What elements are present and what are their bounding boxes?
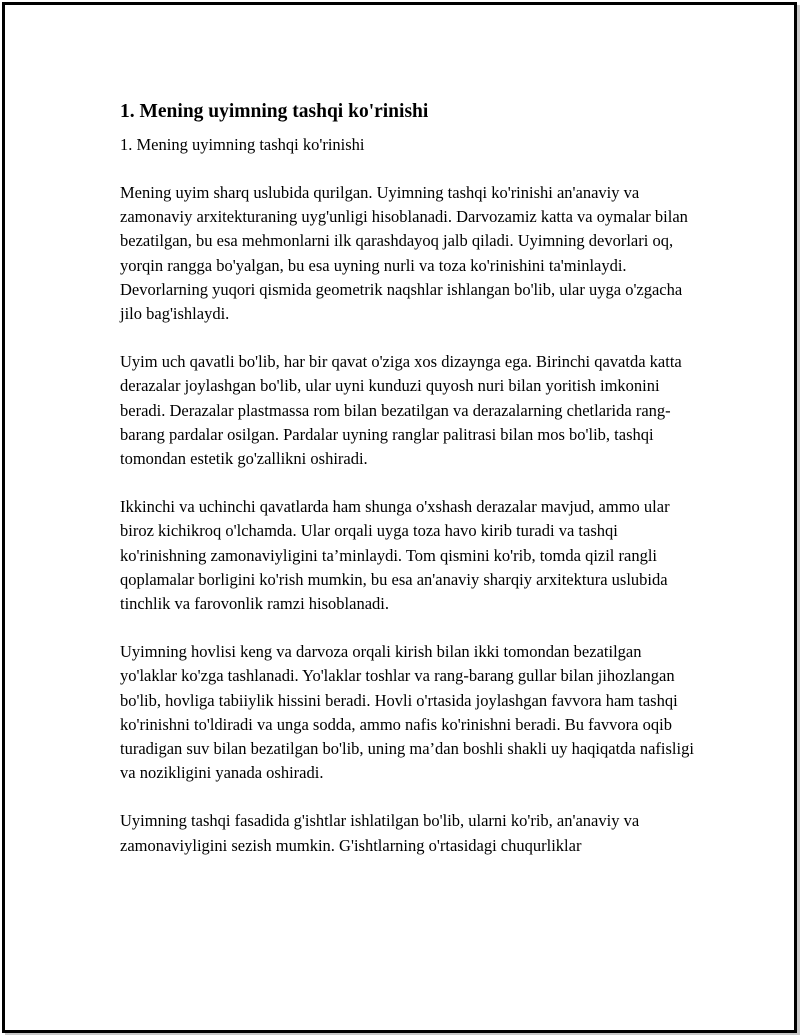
paragraph-2: Uyim uch qavatli bo'lib, har bir qavat o'ziga xos dizaynga ega. Birinchi qavatda katta derazalar joylashgan bo'lib, ular uyni kunduzi quyosh nuri bilan yoritish imkonini beradi. Derazalar plastmassa rom bilan bezatilgan va derazalarning chetlarida rang-barang pardalar osilgan. Pardalar uyning ranglar palitrasi bilan mos bo'lib, tashqi tomondan estetik go'zallikni oshiradi. bbox=[120, 352, 682, 469]
paragraph-5: Uyimning tashqi fasadida g'ishtlar ishlatilgan bo'lib, ularni ko'rib, an'anaviy va zamonaviyligini sezish mumkin. G'ishtlarning o'rtasidagi chuqurliklar bbox=[120, 811, 640, 855]
document-subheading: 1. Mening uyimning tashqi ko'rinishi bbox=[120, 135, 365, 154]
paragraph-1: Mening uyim sharq uslubida qurilgan. Uyimning tashqi ko'rinishi an'anaviy va zamonaviy arxitekturaning uyg'unligi hisoblanadi. Darvozamiz katta va oymalar bilan bezatilgan, bu esa mehmonlarni ilk qarashdayoq jalb qiladi. Uyimning devorlari oq, yorqin rangga bo'yalgan, bu esa uyning nurli va toza ko'rinishini ta'minlaydi. Devorlarning yuqori qismida geometrik naqshlar ishlangan bo'lib, ular uyga o'zgacha jilo bag'ishlaydi. bbox=[120, 183, 688, 324]
document-heading: 1. Mening uyimning tashqi ko'rinishi bbox=[120, 101, 429, 122]
document-page bbox=[2, 2, 797, 1033]
paragraph-4: Uyimning hovlisi keng va darvoza orqali kirish bilan ikki tomondan bezatilgan yo'laklar ko'zga tashlanadi. Yo'laklar toshlar va rang-barang gullar bilan jihozlangan bo'lib, hovliga tabiiylik hissini beradi. Hovli o'rtasida joylashgan favvora ham tashqi ko'rinishni to'ldiradi va unga sodda, ammo nafis ko'rinishni beradi. Bu favvora oqib turadigan suv bilan bezatilgan bo'lib, uning ma’dan boshli shakli uy haqiqatda nafisligi va nozikligini yanada oshiradi. bbox=[120, 642, 694, 783]
paragraph-3: Ikkinchi va uchinchi qavatlarda ham shunga o'xshash derazalar mavjud, ammo ular biroz kichikroq o'lchamda. Ular orqali uyga toza havo kirib turadi va tashqi ko'rinishning zamonaviyligini ta’minlaydi. Tom qismini ko'rib, tomda qizil rangli qoplamalar borligini ko'rish mumkin, bu esa an'anaviy sharqiy arxitektura uslubida tinchlik va farovonlik ramzi hisoblanadi. bbox=[120, 497, 670, 614]
document-body bbox=[120, 99, 700, 882]
